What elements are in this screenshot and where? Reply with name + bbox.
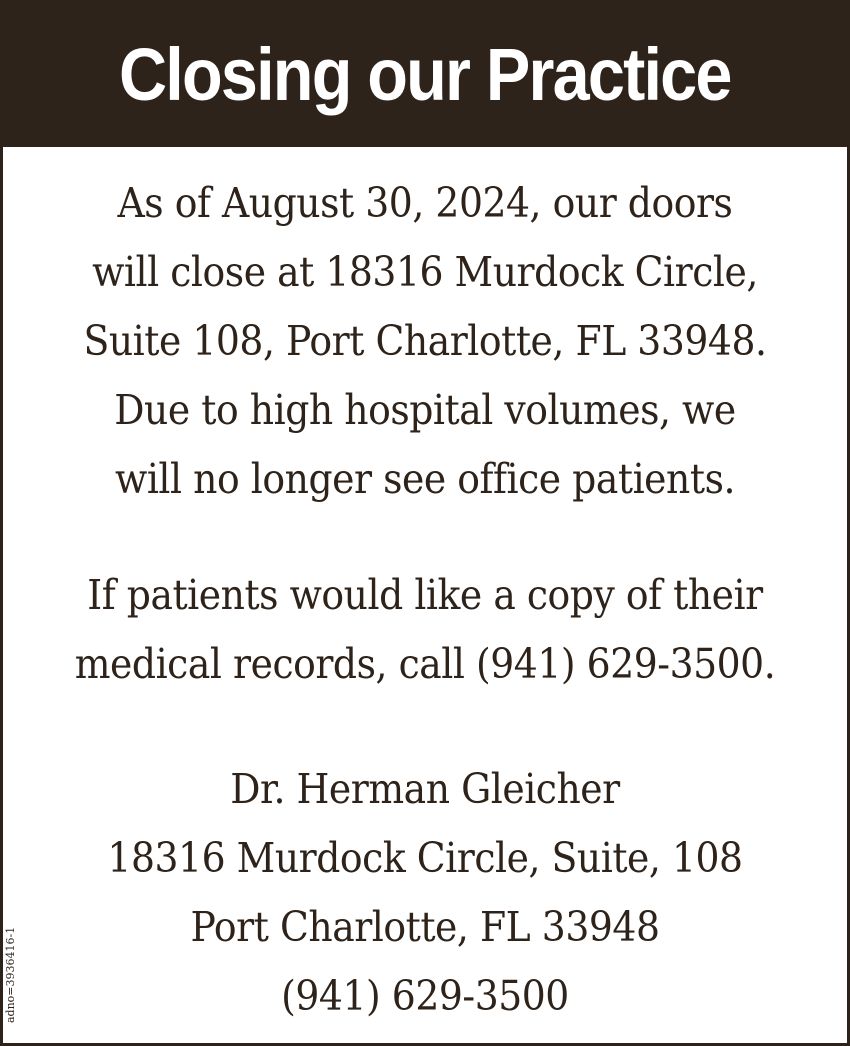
announcement-line: As of August 30, 2024, our doors [117, 179, 733, 227]
announcement-line: Suite 108, Port Charlotte, FL 33948. [83, 317, 767, 365]
announcement-line: will close at 18316 Murdock Circle, [92, 248, 758, 296]
records-line: If patients would like a copy of their [87, 571, 763, 619]
announcement-line: will no longer see office patients. [114, 455, 736, 503]
ad-number: adno=3936416-1 [4, 926, 17, 1023]
closing-announcement [3, 169, 847, 514]
page-title: Closing our Practice [119, 33, 731, 116]
street-address: 18316 Murdock Circle, Suite, 108 [107, 834, 743, 882]
city-state-zip: Port Charlotte, FL 33948 [190, 903, 660, 951]
phone-number: (941) 629-3500 [281, 972, 569, 1020]
records-request-info [3, 561, 847, 699]
header-banner [3, 3, 847, 147]
announcement-line: Due to high hospital volumes, we [114, 386, 736, 434]
records-line: medical records, call (941) 629-3500. [74, 640, 776, 688]
contact-block [3, 755, 847, 1031]
doctor-name: Dr. Herman Gleicher [230, 765, 620, 813]
